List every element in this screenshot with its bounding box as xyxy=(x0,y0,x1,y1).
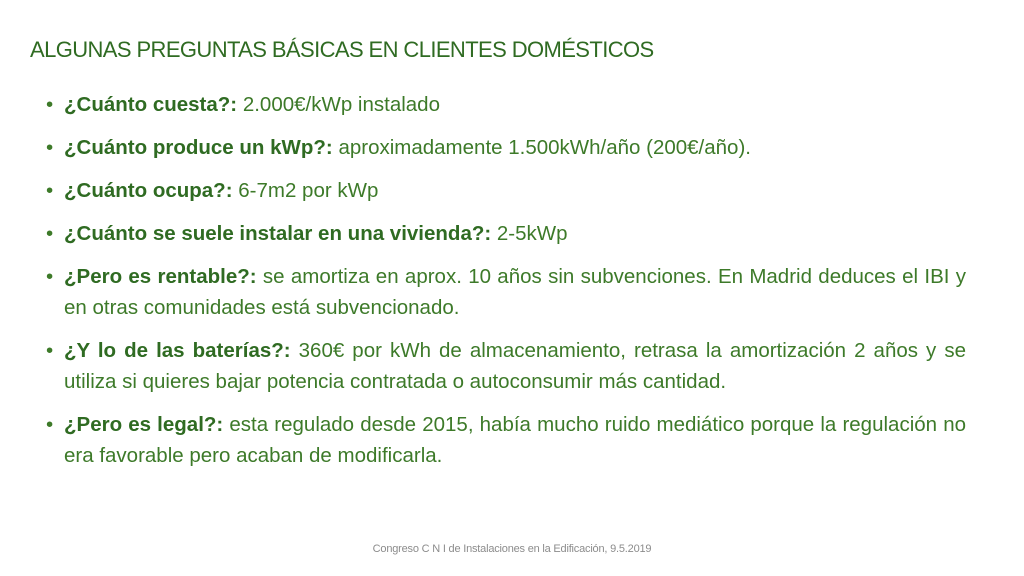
bullet-question: ¿Cuánto produce un kWp?: xyxy=(64,136,333,159)
bullet-item xyxy=(46,132,966,163)
bullet-item xyxy=(46,335,966,397)
bullet-icon: • xyxy=(46,179,54,202)
bullet-answer: esta regulado desde 2015, había mucho ruido mediático porque la regulación no era favorable pero acaban de modificarla. xyxy=(64,413,966,467)
bullet-icon: • xyxy=(46,136,54,159)
bullet-icon: • xyxy=(46,222,54,245)
bullet-item xyxy=(46,175,966,206)
bullet-question: ¿Cuánto ocupa?: xyxy=(64,179,233,202)
bullet-question: ¿Cuánto cuesta?: xyxy=(64,93,238,116)
bullet-item xyxy=(46,218,966,249)
bullet-icon: • xyxy=(46,413,54,436)
bullet-item xyxy=(46,89,966,120)
slide-title: ALGUNAS PREGUNTAS BÁSICAS EN CLIENTES DOMÉSTICOS xyxy=(30,37,654,62)
bullet-icon: • xyxy=(46,265,54,288)
bullet-answer: 2-5kWp xyxy=(491,222,568,245)
bullet-answer: aproximadamente 1.500kWh/año (200€/año). xyxy=(332,136,751,159)
bullet-icon: • xyxy=(46,339,54,362)
bullet-question: ¿Pero es rentable?: xyxy=(64,265,257,288)
bullet-answer: se amortiza en aprox. 10 años sin subvenciones. En Madrid deduces el IBI y en otras comunidades está subvencionado. xyxy=(64,265,967,319)
bullet-icon: • xyxy=(46,93,54,116)
bullet-list xyxy=(46,89,966,483)
bullet-answer: 360€ por kWh de almacenamiento, retrasa la amortización 2 años y se utiliza si quieres bajar potencia contratada o autoconsumir más cantidad. xyxy=(64,339,966,393)
bullet-question: ¿Pero es legal?: xyxy=(64,413,224,436)
bullet-question: ¿Cuánto se suele instalar en una vivienda?: xyxy=(64,222,492,245)
bullet-answer: 6-7m2 por kWp xyxy=(232,179,379,202)
slide-footer: Congreso C N I de Instalaciones en la Edificación, 9.5.2019 xyxy=(372,543,652,555)
bullet-item xyxy=(46,261,966,323)
bullet-item xyxy=(46,409,966,471)
bullet-answer: 2.000€/kWp instalado xyxy=(237,93,440,116)
bullet-question: ¿Y lo de las baterías?: xyxy=(64,339,291,362)
